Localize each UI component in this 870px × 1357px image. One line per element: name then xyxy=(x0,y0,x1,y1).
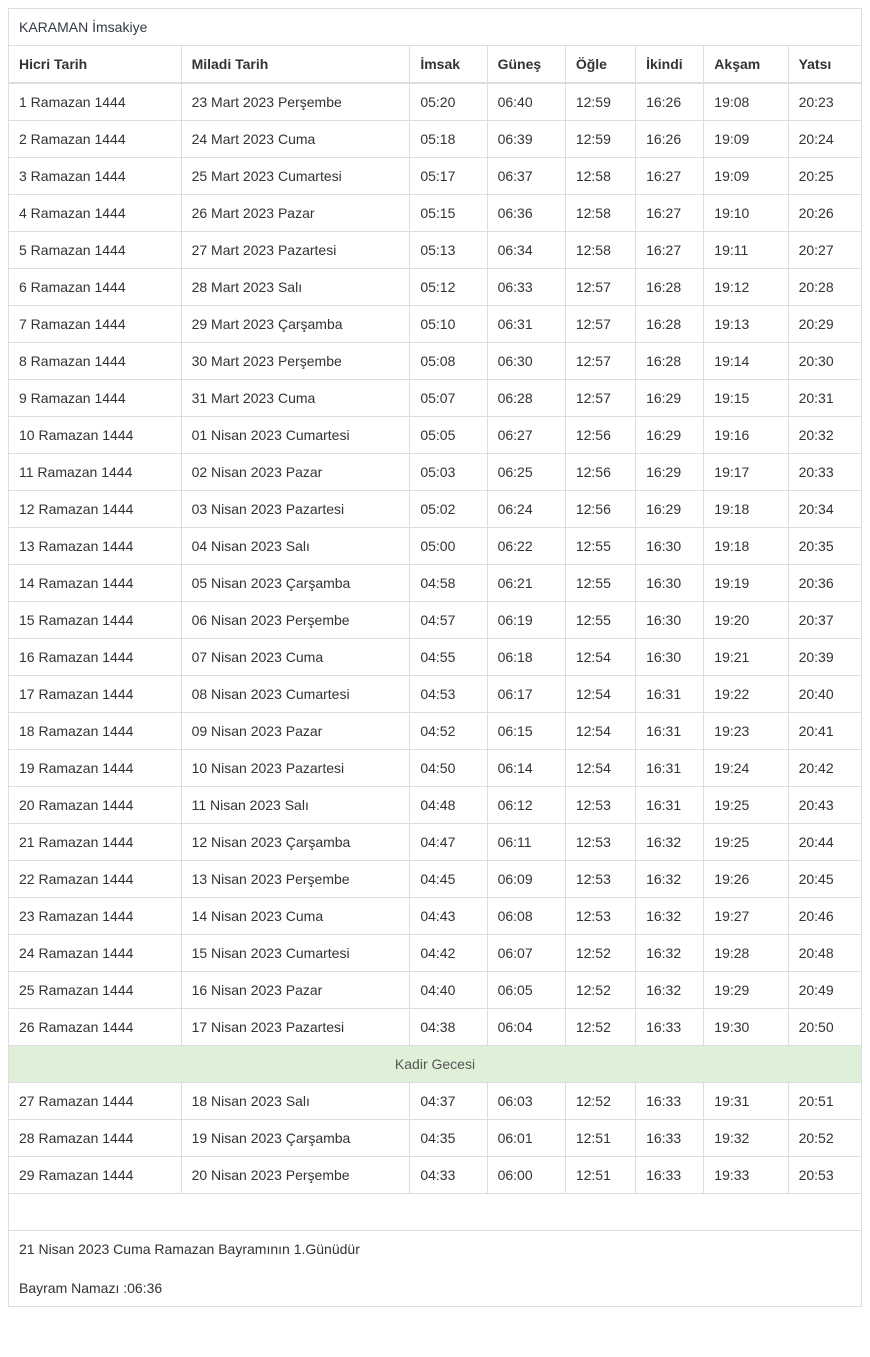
ogle-cell: 12:58 xyxy=(565,195,635,232)
imsak-cell: 04:45 xyxy=(410,861,487,898)
miladi-cell: 10 Nisan 2023 Pazartesi xyxy=(181,750,410,787)
imsak-cell: 05:12 xyxy=(410,269,487,306)
aksam-cell: 19:29 xyxy=(704,972,788,1009)
imsak-cell: 05:20 xyxy=(410,83,487,121)
imsak-cell: 05:10 xyxy=(410,306,487,343)
ogle-cell: 12:56 xyxy=(565,417,635,454)
gunes-cell: 06:24 xyxy=(487,491,565,528)
gunes-cell: 06:40 xyxy=(487,83,565,121)
imsak-cell: 04:35 xyxy=(410,1120,487,1157)
miladi-cell: 05 Nisan 2023 Çarşamba xyxy=(181,565,410,602)
ikindi-cell: 16:32 xyxy=(636,898,704,935)
miladi-cell: 25 Mart 2023 Cumartesi xyxy=(181,158,410,195)
miladi-cell: 28 Mart 2023 Salı xyxy=(181,269,410,306)
miladi-cell: 03 Nisan 2023 Pazartesi xyxy=(181,491,410,528)
gunes-cell: 06:17 xyxy=(487,676,565,713)
imsak-cell: 04:40 xyxy=(410,972,487,1009)
aksam-cell: 19:10 xyxy=(704,195,788,232)
miladi-cell: 14 Nisan 2023 Cuma xyxy=(181,898,410,935)
aksam-cell: 19:18 xyxy=(704,528,788,565)
ikindi-cell: 16:33 xyxy=(636,1083,704,1120)
footer-row xyxy=(9,1231,862,1307)
yatsi-cell: 20:24 xyxy=(788,121,861,158)
miladi-cell: 08 Nisan 2023 Cumartesi xyxy=(181,676,410,713)
table-row xyxy=(9,972,862,1009)
imsak-cell: 04:48 xyxy=(410,787,487,824)
table-row xyxy=(9,787,862,824)
aksam-cell: 19:09 xyxy=(704,158,788,195)
ikindi-cell: 16:29 xyxy=(636,417,704,454)
bayram-prayer-time: Bayram Namazı :06:36 xyxy=(19,1280,163,1296)
imsak-cell: 05:03 xyxy=(410,454,487,491)
miladi-cell: 07 Nisan 2023 Cuma xyxy=(181,639,410,676)
yatsi-cell: 20:32 xyxy=(788,417,861,454)
ogle-cell: 12:55 xyxy=(565,565,635,602)
ogle-cell: 12:57 xyxy=(565,380,635,417)
imsak-cell: 04:55 xyxy=(410,639,487,676)
hicri-cell: 22 Ramazan 1444 xyxy=(9,861,182,898)
ogle-cell: 12:52 xyxy=(565,1009,635,1046)
gunes-cell: 06:07 xyxy=(487,935,565,972)
ogle-cell: 12:57 xyxy=(565,269,635,306)
imsak-cell: 05:08 xyxy=(410,343,487,380)
ikindi-cell: 16:28 xyxy=(636,306,704,343)
miladi-cell: 23 Mart 2023 Perşembe xyxy=(181,83,410,121)
ikindi-cell: 16:33 xyxy=(636,1157,704,1194)
gunes-cell: 06:30 xyxy=(487,343,565,380)
imsak-cell: 04:52 xyxy=(410,713,487,750)
aksam-cell: 19:11 xyxy=(704,232,788,269)
table-row xyxy=(9,491,862,528)
miladi-cell: 02 Nisan 2023 Pazar xyxy=(181,454,410,491)
ikindi-cell: 16:32 xyxy=(636,861,704,898)
hicri-cell: 7 Ramazan 1444 xyxy=(9,306,182,343)
yatsi-cell: 20:53 xyxy=(788,1157,861,1194)
ogle-cell: 12:54 xyxy=(565,639,635,676)
gunes-cell: 06:11 xyxy=(487,824,565,861)
yatsi-cell: 20:27 xyxy=(788,232,861,269)
gunes-cell: 06:36 xyxy=(487,195,565,232)
ogle-cell: 12:54 xyxy=(565,676,635,713)
table-row xyxy=(9,158,862,195)
ikindi-cell: 16:28 xyxy=(636,269,704,306)
miladi-cell: 30 Mart 2023 Perşembe xyxy=(181,343,410,380)
imsak-cell: 05:07 xyxy=(410,380,487,417)
imsak-cell: 05:13 xyxy=(410,232,487,269)
yatsi-cell: 20:45 xyxy=(788,861,861,898)
aksam-cell: 19:09 xyxy=(704,121,788,158)
aksam-cell: 19:08 xyxy=(704,83,788,121)
ikindi-cell: 16:30 xyxy=(636,565,704,602)
hicri-cell: 20 Ramazan 1444 xyxy=(9,787,182,824)
miladi-cell: 15 Nisan 2023 Cumartesi xyxy=(181,935,410,972)
miladi-cell: 16 Nisan 2023 Pazar xyxy=(181,972,410,1009)
ikindi-cell: 16:31 xyxy=(636,676,704,713)
aksam-cell: 19:21 xyxy=(704,639,788,676)
table-row xyxy=(9,380,862,417)
imsak-cell: 04:57 xyxy=(410,602,487,639)
ogle-cell: 12:53 xyxy=(565,787,635,824)
yatsi-cell: 20:37 xyxy=(788,602,861,639)
aksam-cell: 19:24 xyxy=(704,750,788,787)
table-row xyxy=(9,232,862,269)
hicri-cell: 23 Ramazan 1444 xyxy=(9,898,182,935)
yatsi-cell: 20:43 xyxy=(788,787,861,824)
ogle-cell: 12:58 xyxy=(565,158,635,195)
imsak-cell: 04:42 xyxy=(410,935,487,972)
aksam-cell: 19:28 xyxy=(704,935,788,972)
yatsi-cell: 20:28 xyxy=(788,269,861,306)
yatsi-cell: 20:42 xyxy=(788,750,861,787)
miladi-cell: 06 Nisan 2023 Perşembe xyxy=(181,602,410,639)
miladi-cell: 17 Nisan 2023 Pazartesi xyxy=(181,1009,410,1046)
table-row xyxy=(9,121,862,158)
miladi-cell: 09 Nisan 2023 Pazar xyxy=(181,713,410,750)
hicri-cell: 11 Ramazan 1444 xyxy=(9,454,182,491)
imsak-cell: 05:02 xyxy=(410,491,487,528)
gunes-cell: 06:21 xyxy=(487,565,565,602)
imsak-cell: 04:33 xyxy=(410,1157,487,1194)
imsakiye-table xyxy=(8,8,862,1307)
hicri-cell: 3 Ramazan 1444 xyxy=(9,158,182,195)
table-row xyxy=(9,750,862,787)
gunes-cell: 06:28 xyxy=(487,380,565,417)
hicri-cell: 27 Ramazan 1444 xyxy=(9,1083,182,1120)
table-row xyxy=(9,83,862,121)
gunes-cell: 06:04 xyxy=(487,1009,565,1046)
aksam-cell: 19:20 xyxy=(704,602,788,639)
table-row xyxy=(9,824,862,861)
gunes-cell: 06:00 xyxy=(487,1157,565,1194)
aksam-cell: 19:31 xyxy=(704,1083,788,1120)
ikindi-cell: 16:30 xyxy=(636,602,704,639)
aksam-cell: 19:33 xyxy=(704,1157,788,1194)
imsak-cell: 05:18 xyxy=(410,121,487,158)
imsak-cell: 05:05 xyxy=(410,417,487,454)
kadir-gecesi-label: Kadir Gecesi xyxy=(9,1046,862,1083)
imsak-cell: 04:47 xyxy=(410,824,487,861)
ogle-cell: 12:59 xyxy=(565,83,635,121)
yatsi-cell: 20:48 xyxy=(788,935,861,972)
yatsi-cell: 20:29 xyxy=(788,306,861,343)
aksam-cell: 19:17 xyxy=(704,454,788,491)
ikindi-cell: 16:30 xyxy=(636,639,704,676)
imsak-cell: 04:43 xyxy=(410,898,487,935)
hicri-cell: 29 Ramazan 1444 xyxy=(9,1157,182,1194)
yatsi-cell: 20:30 xyxy=(788,343,861,380)
table-row xyxy=(9,417,862,454)
gunes-cell: 06:19 xyxy=(487,602,565,639)
yatsi-cell: 20:52 xyxy=(788,1120,861,1157)
yatsi-cell: 20:44 xyxy=(788,824,861,861)
gunes-cell: 06:03 xyxy=(487,1083,565,1120)
aksam-cell: 19:30 xyxy=(704,1009,788,1046)
ogle-cell: 12:59 xyxy=(565,121,635,158)
miladi-cell: 20 Nisan 2023 Perşembe xyxy=(181,1157,410,1194)
ogle-cell: 12:57 xyxy=(565,306,635,343)
column-header-gunes: Güneş xyxy=(487,46,565,84)
column-header-yatsi: Yatsı xyxy=(788,46,861,84)
ikindi-cell: 16:33 xyxy=(636,1120,704,1157)
ogle-cell: 12:53 xyxy=(565,824,635,861)
ikindi-cell: 16:32 xyxy=(636,972,704,1009)
hicri-cell: 6 Ramazan 1444 xyxy=(9,269,182,306)
aksam-cell: 19:12 xyxy=(704,269,788,306)
miladi-cell: 12 Nisan 2023 Çarşamba xyxy=(181,824,410,861)
ogle-cell: 12:57 xyxy=(565,343,635,380)
aksam-cell: 19:14 xyxy=(704,343,788,380)
aksam-cell: 19:27 xyxy=(704,898,788,935)
ikindi-cell: 16:26 xyxy=(636,83,704,121)
aksam-cell: 19:23 xyxy=(704,713,788,750)
ogle-cell: 12:51 xyxy=(565,1157,635,1194)
ikindi-cell: 16:29 xyxy=(636,454,704,491)
table-row xyxy=(9,602,862,639)
imsak-cell: 04:58 xyxy=(410,565,487,602)
gunes-cell: 06:37 xyxy=(487,158,565,195)
hicri-cell: 21 Ramazan 1444 xyxy=(9,824,182,861)
yatsi-cell: 20:33 xyxy=(788,454,861,491)
table-row xyxy=(9,1120,862,1157)
imsak-cell: 04:38 xyxy=(410,1009,487,1046)
ogle-cell: 12:56 xyxy=(565,491,635,528)
imsak-cell: 05:17 xyxy=(410,158,487,195)
ogle-cell: 12:51 xyxy=(565,1120,635,1157)
gunes-cell: 06:09 xyxy=(487,861,565,898)
hicri-cell: 24 Ramazan 1444 xyxy=(9,935,182,972)
hicri-cell: 14 Ramazan 1444 xyxy=(9,565,182,602)
miladi-cell: 31 Mart 2023 Cuma xyxy=(181,380,410,417)
ikindi-cell: 16:29 xyxy=(636,380,704,417)
ikindi-cell: 16:32 xyxy=(636,935,704,972)
table-row xyxy=(9,676,862,713)
column-header-ogle: Öğle xyxy=(565,46,635,84)
gunes-cell: 06:15 xyxy=(487,713,565,750)
ikindi-cell: 16:31 xyxy=(636,713,704,750)
yatsi-cell: 20:25 xyxy=(788,158,861,195)
aksam-cell: 19:25 xyxy=(704,787,788,824)
hicri-cell: 25 Ramazan 1444 xyxy=(9,972,182,1009)
table-row xyxy=(9,898,862,935)
aksam-cell: 19:13 xyxy=(704,306,788,343)
hicri-cell: 9 Ramazan 1444 xyxy=(9,380,182,417)
column-header-ikindi: İkindi xyxy=(636,46,704,84)
page-title: KARAMAN İmsakiye xyxy=(9,9,862,46)
yatsi-cell: 20:34 xyxy=(788,491,861,528)
ogle-cell: 12:52 xyxy=(565,1083,635,1120)
gunes-cell: 06:34 xyxy=(487,232,565,269)
hicri-cell: 17 Ramazan 1444 xyxy=(9,676,182,713)
imsak-cell: 04:37 xyxy=(410,1083,487,1120)
yatsi-cell: 20:35 xyxy=(788,528,861,565)
title-row xyxy=(9,9,862,46)
column-header-miladi: Miladi Tarih xyxy=(181,46,410,84)
imsak-cell: 05:15 xyxy=(410,195,487,232)
spacer-cell xyxy=(9,1194,862,1231)
miladi-cell: 13 Nisan 2023 Perşembe xyxy=(181,861,410,898)
miladi-cell: 19 Nisan 2023 Çarşamba xyxy=(181,1120,410,1157)
table-row xyxy=(9,306,862,343)
miladi-cell: 27 Mart 2023 Pazartesi xyxy=(181,232,410,269)
header-row xyxy=(9,46,862,84)
kadir-gecesi-row xyxy=(9,1046,862,1083)
miladi-cell: 04 Nisan 2023 Salı xyxy=(181,528,410,565)
aksam-cell: 19:22 xyxy=(704,676,788,713)
ogle-cell: 12:55 xyxy=(565,528,635,565)
aksam-cell: 19:16 xyxy=(704,417,788,454)
ikindi-cell: 16:27 xyxy=(636,232,704,269)
imsak-cell: 04:50 xyxy=(410,750,487,787)
yatsi-cell: 20:40 xyxy=(788,676,861,713)
yatsi-cell: 20:46 xyxy=(788,898,861,935)
hicri-cell: 10 Ramazan 1444 xyxy=(9,417,182,454)
hicri-cell: 8 Ramazan 1444 xyxy=(9,343,182,380)
table-row xyxy=(9,713,862,750)
ikindi-cell: 16:32 xyxy=(636,824,704,861)
aksam-cell: 19:19 xyxy=(704,565,788,602)
gunes-cell: 06:31 xyxy=(487,306,565,343)
ikindi-cell: 16:27 xyxy=(636,158,704,195)
table-row xyxy=(9,935,862,972)
yatsi-cell: 20:50 xyxy=(788,1009,861,1046)
aksam-cell: 19:26 xyxy=(704,861,788,898)
miladi-cell: 01 Nisan 2023 Cumartesi xyxy=(181,417,410,454)
table-row xyxy=(9,639,862,676)
yatsi-cell: 20:36 xyxy=(788,565,861,602)
ogle-cell: 12:58 xyxy=(565,232,635,269)
hicri-cell: 5 Ramazan 1444 xyxy=(9,232,182,269)
table-row xyxy=(9,454,862,491)
hicri-cell: 16 Ramazan 1444 xyxy=(9,639,182,676)
aksam-cell: 19:32 xyxy=(704,1120,788,1157)
yatsi-cell: 20:31 xyxy=(788,380,861,417)
aksam-cell: 19:18 xyxy=(704,491,788,528)
yatsi-cell: 20:23 xyxy=(788,83,861,121)
ikindi-cell: 16:27 xyxy=(636,195,704,232)
hicri-cell: 28 Ramazan 1444 xyxy=(9,1120,182,1157)
spacer-row xyxy=(9,1194,862,1231)
hicri-cell: 26 Ramazan 1444 xyxy=(9,1009,182,1046)
ikindi-cell: 16:31 xyxy=(636,787,704,824)
hicri-cell: 15 Ramazan 1444 xyxy=(9,602,182,639)
table-row xyxy=(9,195,862,232)
yatsi-cell: 20:26 xyxy=(788,195,861,232)
ogle-cell: 12:52 xyxy=(565,935,635,972)
ogle-cell: 12:56 xyxy=(565,454,635,491)
column-header-hicri: Hicri Tarih xyxy=(9,46,182,84)
aksam-cell: 19:15 xyxy=(704,380,788,417)
gunes-cell: 06:39 xyxy=(487,121,565,158)
hicri-cell: 1 Ramazan 1444 xyxy=(9,83,182,121)
miladi-cell: 26 Mart 2023 Pazar xyxy=(181,195,410,232)
ogle-cell: 12:55 xyxy=(565,602,635,639)
gunes-cell: 06:14 xyxy=(487,750,565,787)
gunes-cell: 06:01 xyxy=(487,1120,565,1157)
aksam-cell: 19:25 xyxy=(704,824,788,861)
gunes-cell: 06:18 xyxy=(487,639,565,676)
gunes-cell: 06:25 xyxy=(487,454,565,491)
yatsi-cell: 20:41 xyxy=(788,713,861,750)
column-header-imsak: İmsak xyxy=(410,46,487,84)
ikindi-cell: 16:29 xyxy=(636,491,704,528)
ogle-cell: 12:53 xyxy=(565,861,635,898)
ogle-cell: 12:54 xyxy=(565,750,635,787)
hicri-cell: 13 Ramazan 1444 xyxy=(9,528,182,565)
yatsi-cell: 20:39 xyxy=(788,639,861,676)
ikindi-cell: 16:28 xyxy=(636,343,704,380)
table-row xyxy=(9,1009,862,1046)
ogle-cell: 12:54 xyxy=(565,713,635,750)
ikindi-cell: 16:33 xyxy=(636,1009,704,1046)
imsak-cell: 04:53 xyxy=(410,676,487,713)
imsak-cell: 05:00 xyxy=(410,528,487,565)
miladi-cell: 11 Nisan 2023 Salı xyxy=(181,787,410,824)
hicri-cell: 4 Ramazan 1444 xyxy=(9,195,182,232)
ogle-cell: 12:52 xyxy=(565,972,635,1009)
hicri-cell: 2 Ramazan 1444 xyxy=(9,121,182,158)
hicri-cell: 18 Ramazan 1444 xyxy=(9,713,182,750)
footer-cell xyxy=(9,1231,862,1307)
table-row xyxy=(9,528,862,565)
hicri-cell: 12 Ramazan 1444 xyxy=(9,491,182,528)
yatsi-cell: 20:49 xyxy=(788,972,861,1009)
table-row xyxy=(9,861,862,898)
gunes-cell: 06:22 xyxy=(487,528,565,565)
gunes-cell: 06:33 xyxy=(487,269,565,306)
ogle-cell: 12:53 xyxy=(565,898,635,935)
ikindi-cell: 16:26 xyxy=(636,121,704,158)
ikindi-cell: 16:31 xyxy=(636,750,704,787)
yatsi-cell: 20:51 xyxy=(788,1083,861,1120)
gunes-cell: 06:12 xyxy=(487,787,565,824)
miladi-cell: 29 Mart 2023 Çarşamba xyxy=(181,306,410,343)
ikindi-cell: 16:30 xyxy=(636,528,704,565)
bayram-note: 21 Nisan 2023 Cuma Ramazan Bayramının 1.Günüdür xyxy=(19,1241,360,1257)
table-row xyxy=(9,343,862,380)
table-row xyxy=(9,565,862,602)
gunes-cell: 06:05 xyxy=(487,972,565,1009)
table-row xyxy=(9,269,862,306)
miladi-cell: 24 Mart 2023 Cuma xyxy=(181,121,410,158)
table-row xyxy=(9,1157,862,1194)
table-row xyxy=(9,1083,862,1120)
miladi-cell: 18 Nisan 2023 Salı xyxy=(181,1083,410,1120)
gunes-cell: 06:08 xyxy=(487,898,565,935)
column-header-aksam: Akşam xyxy=(704,46,788,84)
hicri-cell: 19 Ramazan 1444 xyxy=(9,750,182,787)
gunes-cell: 06:27 xyxy=(487,417,565,454)
